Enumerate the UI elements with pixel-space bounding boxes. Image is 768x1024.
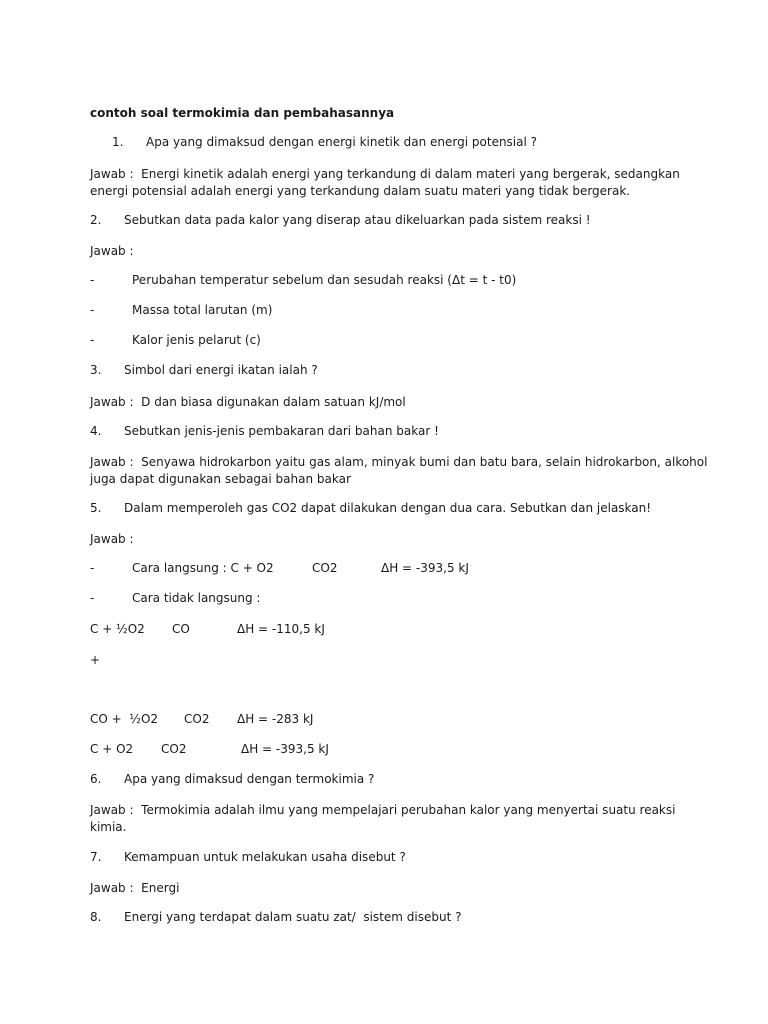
question-number: 6. xyxy=(90,772,102,786)
list-item-text: Massa total larutan (m) xyxy=(132,303,273,317)
answer-6-line-1: Jawab : Termokimia adalah ilmu yang mempelajari perubahan kalor yang menyertai suatu reaksi xyxy=(90,803,676,817)
reaction-enthalpy: ΔH = -393,5 kJ xyxy=(381,561,469,575)
question-text: Sebutkan jenis-jenis pembakaran dari bahan bakar ! xyxy=(124,424,439,438)
document-title: contoh soal termokimia dan pembahasannya xyxy=(90,106,395,120)
question-number: 8. xyxy=(90,910,102,924)
answer-2-label: Jawab : xyxy=(90,244,134,258)
answer-7: Jawab : Energi xyxy=(90,881,180,895)
answer-4-line-2: juga dapat digunakan sebagai bahan bakar xyxy=(90,472,351,486)
question-text: Simbol dari energi ikatan ialah ? xyxy=(124,363,318,377)
reaction-text: Cara langsung : C + O2 xyxy=(132,561,274,575)
answer-5-label: Jawab : xyxy=(90,532,134,546)
question-number: 5. xyxy=(90,501,102,515)
list-item-text: Perubahan temperatur sebelum dan sesudah reaksi (Δt = t - t0) xyxy=(132,273,517,287)
reaction-enthalpy: ΔH = -110,5 kJ xyxy=(237,622,325,636)
question-text: Apa yang dimaksud dengan energi kinetik dan energi potensial ? xyxy=(146,135,538,149)
bullet-dash: - xyxy=(90,333,95,347)
answer-1-line-1: Jawab : Energi kinetik adalah energi yang terkandung di dalam materi yang bergerak, sedangkan xyxy=(90,167,680,181)
question-text: Energi yang terdapat dalam suatu zat/ sistem disebut ? xyxy=(124,910,462,924)
question-number: 4. xyxy=(90,424,102,438)
question-text: Sebutkan data pada kalor yang diserap atau dikeluarkan pada sistem reaksi ! xyxy=(124,213,591,227)
bullet-dash: - xyxy=(90,303,95,317)
bullet-dash: - xyxy=(90,273,95,287)
answer-6-line-2: kimia. xyxy=(90,820,127,834)
question-text: Apa yang dimaksud dengan termokimia ? xyxy=(124,772,375,786)
question-number: 1. xyxy=(112,135,124,149)
reaction-reactant: CO + ½O2 xyxy=(90,712,159,726)
question-number: 7. xyxy=(90,850,102,864)
reaction-product: CO2 xyxy=(161,742,187,756)
answer-4-line-1: Jawab : Senyawa hidrokarbon yaitu gas alam, minyak bumi dan batu bara, selain hidrokarbon, alkohol xyxy=(90,455,708,469)
reaction-product: CO xyxy=(172,622,190,636)
answer-1-line-2: energi potensial adalah energi yang terkandung dalam suatu materi yang tidak bergerak. xyxy=(90,184,631,198)
reaction-enthalpy: ΔH = -283 kJ xyxy=(237,712,314,726)
answer-3: Jawab : D dan biasa digunakan dalam satuan kJ/mol xyxy=(90,395,406,409)
indirect-text: Cara tidak langsung : xyxy=(132,591,261,605)
bullet-dash: - xyxy=(90,591,95,605)
question-text: Kemampuan untuk melakukan usaha disebut ? xyxy=(124,850,406,864)
reaction-product: CO2 xyxy=(184,712,210,726)
reaction-reactant: C + ½O2 xyxy=(90,622,145,636)
plus-sign: + xyxy=(90,653,101,667)
reaction-reactant: C + O2 xyxy=(90,742,134,756)
reaction-product: CO2 xyxy=(312,561,338,575)
question-number: 2. xyxy=(90,213,102,227)
question-number: 3. xyxy=(90,363,102,377)
bullet-dash: - xyxy=(90,561,95,575)
reaction-enthalpy: ΔH = -393,5 kJ xyxy=(241,742,329,756)
question-text: Dalam memperoleh gas CO2 dapat dilakukan dengan dua cara. Sebutkan dan jelaskan! xyxy=(124,501,652,515)
list-item-text: Kalor jenis pelarut (c) xyxy=(132,333,261,347)
